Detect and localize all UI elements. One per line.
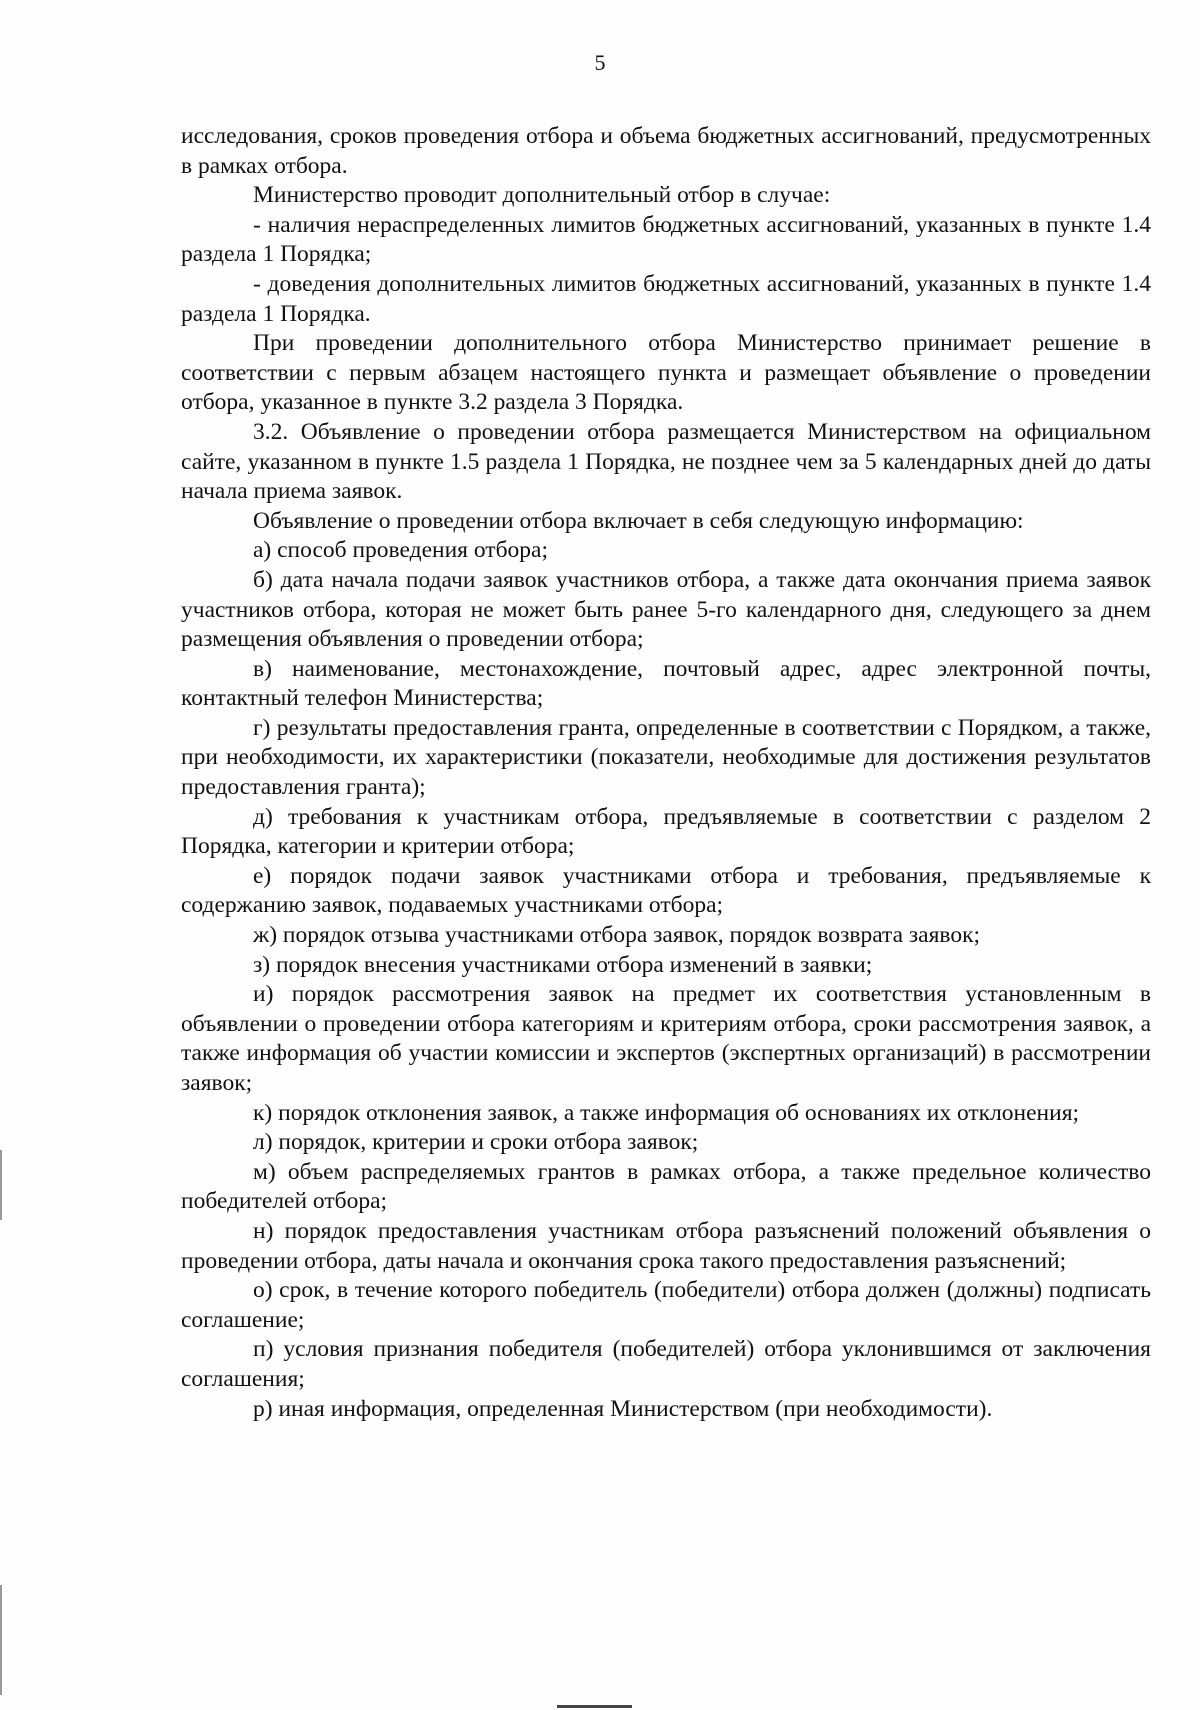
list-item-zh: ж) порядок отзыва участниками отбора заявок, порядок возврата заявок; (253, 922, 981, 949)
list-item-r: р) иная информация, определенная Министерством (при необходимости). (253, 1395, 993, 1422)
paragraph-additional-selection-decision: При проведении дополнительного отбора Министерство принимает решение в соответствии с первым абзацем настоящего пункта и размещает объявление о проведении отбора, указанное в пункте 3.2 раздела 3 Порядка. (181, 330, 1151, 416)
list-item-p: п) условия признания победителя (победителей) отбора уклонившимся от заключения соглашения; (181, 1336, 1151, 1392)
list-item-z: з) порядок внесения участниками отбора изменений в заявки; (253, 951, 873, 978)
list-item-e: е) порядок подачи заявок участниками отбора и требования, предъявляемые к содержанию заявок, подаваемых участниками отбора; (181, 862, 1151, 919)
scan-edge-mark (0, 1150, 2, 1220)
list-item-g: г) результаты предоставления гранта, определенные в соответствии с Порядком, а также, при необходимости, их характеристики (показатели, необходимые для достижения результатов предоставления гранта); (181, 714, 1151, 801)
list-item-v: в) наименование, местонахождение, почтовый адрес, адрес электронной почты, контактный телефон Министерства; (181, 655, 1151, 712)
list-item-i: и) порядок рассмотрения заявок на предмет их соответствия установленным в объявлении о проведении отбора категориям и критериям отбора, сроки рассмотрения заявок, а также информация об участии комиссии и экспертов (экспертных организаций) в рассмотрении заявок; (181, 981, 1151, 1096)
paragraph-announcement-contents: Объявление о проведении отбора включает в себя следующую информацию: (253, 507, 1024, 534)
list-item-d: д) требования к участникам отбора, предъявляемые в соответствии с разделом 2 Порядка, категории и критерии отбора; (181, 803, 1151, 860)
list-item-n: н) порядок предоставления участникам отбора разъяснений положений объявления о проведении отбора, даты начала и окончания срока такого предоставления разъяснений; (181, 1217, 1151, 1274)
list-item-additional-limits: - доведения дополнительных лимитов бюджетных ассигнований, указанных в пункте 1.4 раздела 1 Порядка. (181, 270, 1151, 327)
list-item-l: л) порядок, критерии и сроки отбора заявок; (253, 1129, 699, 1156)
list-item-o: о) срок, в течение которого победитель (победители) отбора должен (должны) подписать соглашение; (181, 1277, 1151, 1333)
paragraph-additional-selection-intro: Министерство проводит дополнительный отбор в случае: (253, 182, 831, 209)
scan-edge-mark (0, 1585, 2, 1695)
list-item-b: б) дата начала подачи заявок участников отбора, а также дата окончания приема заявок участников отбора, которая не может быть ранее 5-го календарного дня, следующего за днем размещения объявления о проведении отбора; (181, 566, 1151, 653)
list-item-a: а) способ проведения отбора; (253, 537, 548, 564)
paragraph-clause-3-2: 3.2. Объявление о проведении отбора размещается Министерством на официальном сайте, указанном в пункте 1.5 раздела 1 Порядка, не позднее чем за 5 календарных дней до даты начала приема заявок. (181, 418, 1151, 505)
list-item-undistributed-limits: - наличия нераспределенных лимитов бюджетных ассигнований, указанных в пункте 1.4 раздела 1 Порядка; (181, 211, 1151, 268)
list-item-m: м) объем распределяемых грантов в рамках отбора, а также предельное количество победителей отбора; (181, 1158, 1151, 1215)
paragraph-continuation: исследования, сроков проведения отбора и объема бюджетных ассигнований, предусмотренных в рамках отбора. (181, 123, 1151, 179)
bottom-divider (557, 1705, 632, 1708)
list-item-k: к) порядок отклонения заявок, а также информация об основаниях их отклонения; (253, 1099, 1080, 1126)
document-body (181, 122, 1151, 1424)
page-number: 5 (594, 50, 606, 75)
